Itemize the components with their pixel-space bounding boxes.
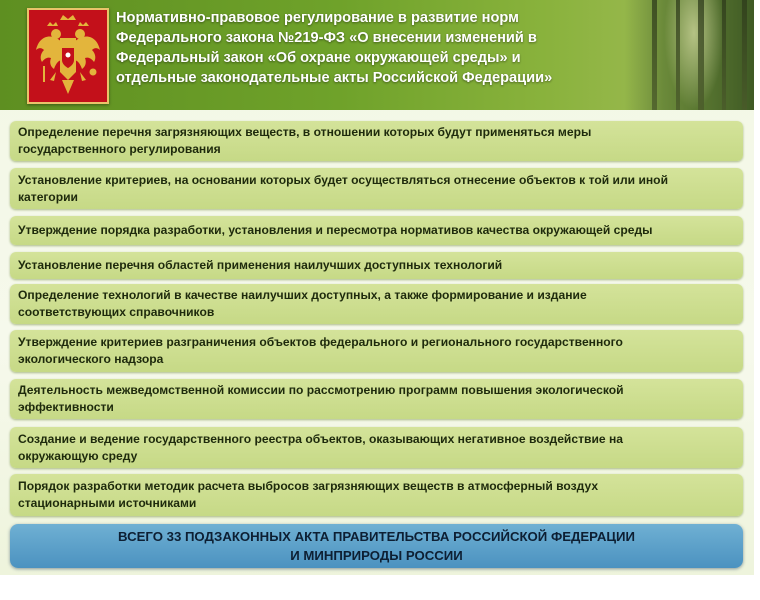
list-item [10,168,743,209]
list-item-text: категории [18,189,78,204]
title-line: отдельные законодательные акты Российской Федерации» [116,70,553,86]
list-item [10,284,743,324]
forest-photo [624,0,754,110]
summary-text: ВСЕГО 33 ПОДЗАКОННЫХ АКТА ПРАВИТЕЛЬСТВА РОССИЙСКОЙ ФЕДЕРАЦИИ [118,529,635,544]
list-item [10,252,743,279]
list-item-text: Установление критериев, на основании которых будет осуществляться отнесение объектов к той или иной [18,172,669,187]
summary-text: И МИНПРИРОДЫ РОССИИ [290,548,463,563]
list-item-text: экологического надзора [18,352,164,366]
list-item [10,379,743,419]
list-item-text: Порядок разработки методик расчета выбросов загрязняющих веществ в атмосферный воздух [18,479,599,493]
page-title [116,8,616,88]
list-item-text: соответствующих справочников [18,305,215,319]
list-item-text: Установление перечня областей применения наилучших доступных технологий [18,258,503,272]
header-banner [0,0,754,110]
list-item-text: государственного регулирования [18,142,221,156]
title-line: Федерального закона №219-ФЗ «О внесении изменений в [116,30,537,46]
list-item-text: Утверждение порядка разработки, установления и пересмотра нормативов качества окружающей среды [18,223,653,237]
summary-banner [10,524,743,568]
list-item-text: эффективности [18,400,114,414]
list-item [10,474,743,516]
title-line: Нормативно-правовое регулирование в развитие норм [116,10,519,26]
list-item [10,121,743,161]
list-item-text: Определение технологий в качестве наилучших доступных, а также формирование и издание [18,288,587,302]
list-item [10,216,743,245]
list-item [10,330,743,372]
list-item-text: Определение перечня загрязняющих веществ, в отношении которых будут применяться меры [18,125,592,139]
list-item-text: Создание и ведение государственного реестра объектов, оказывающих негативное воздействие на [18,431,623,446]
list-item-text: окружающую среду [18,448,138,463]
russian-coat-of-arms-icon [27,8,109,104]
title-line: Федеральный закон «Об охране окружающей среды» и [116,50,521,66]
list-item-text: Деятельность межведомственной комиссии по рассмотрению программ повышения экологической [18,383,624,397]
list-item-text: Утверждение критериев разграничения объектов федерального и регионального государственного [18,335,623,349]
list-item [10,427,743,468]
list-item-text: стационарными источниками [18,496,197,510]
